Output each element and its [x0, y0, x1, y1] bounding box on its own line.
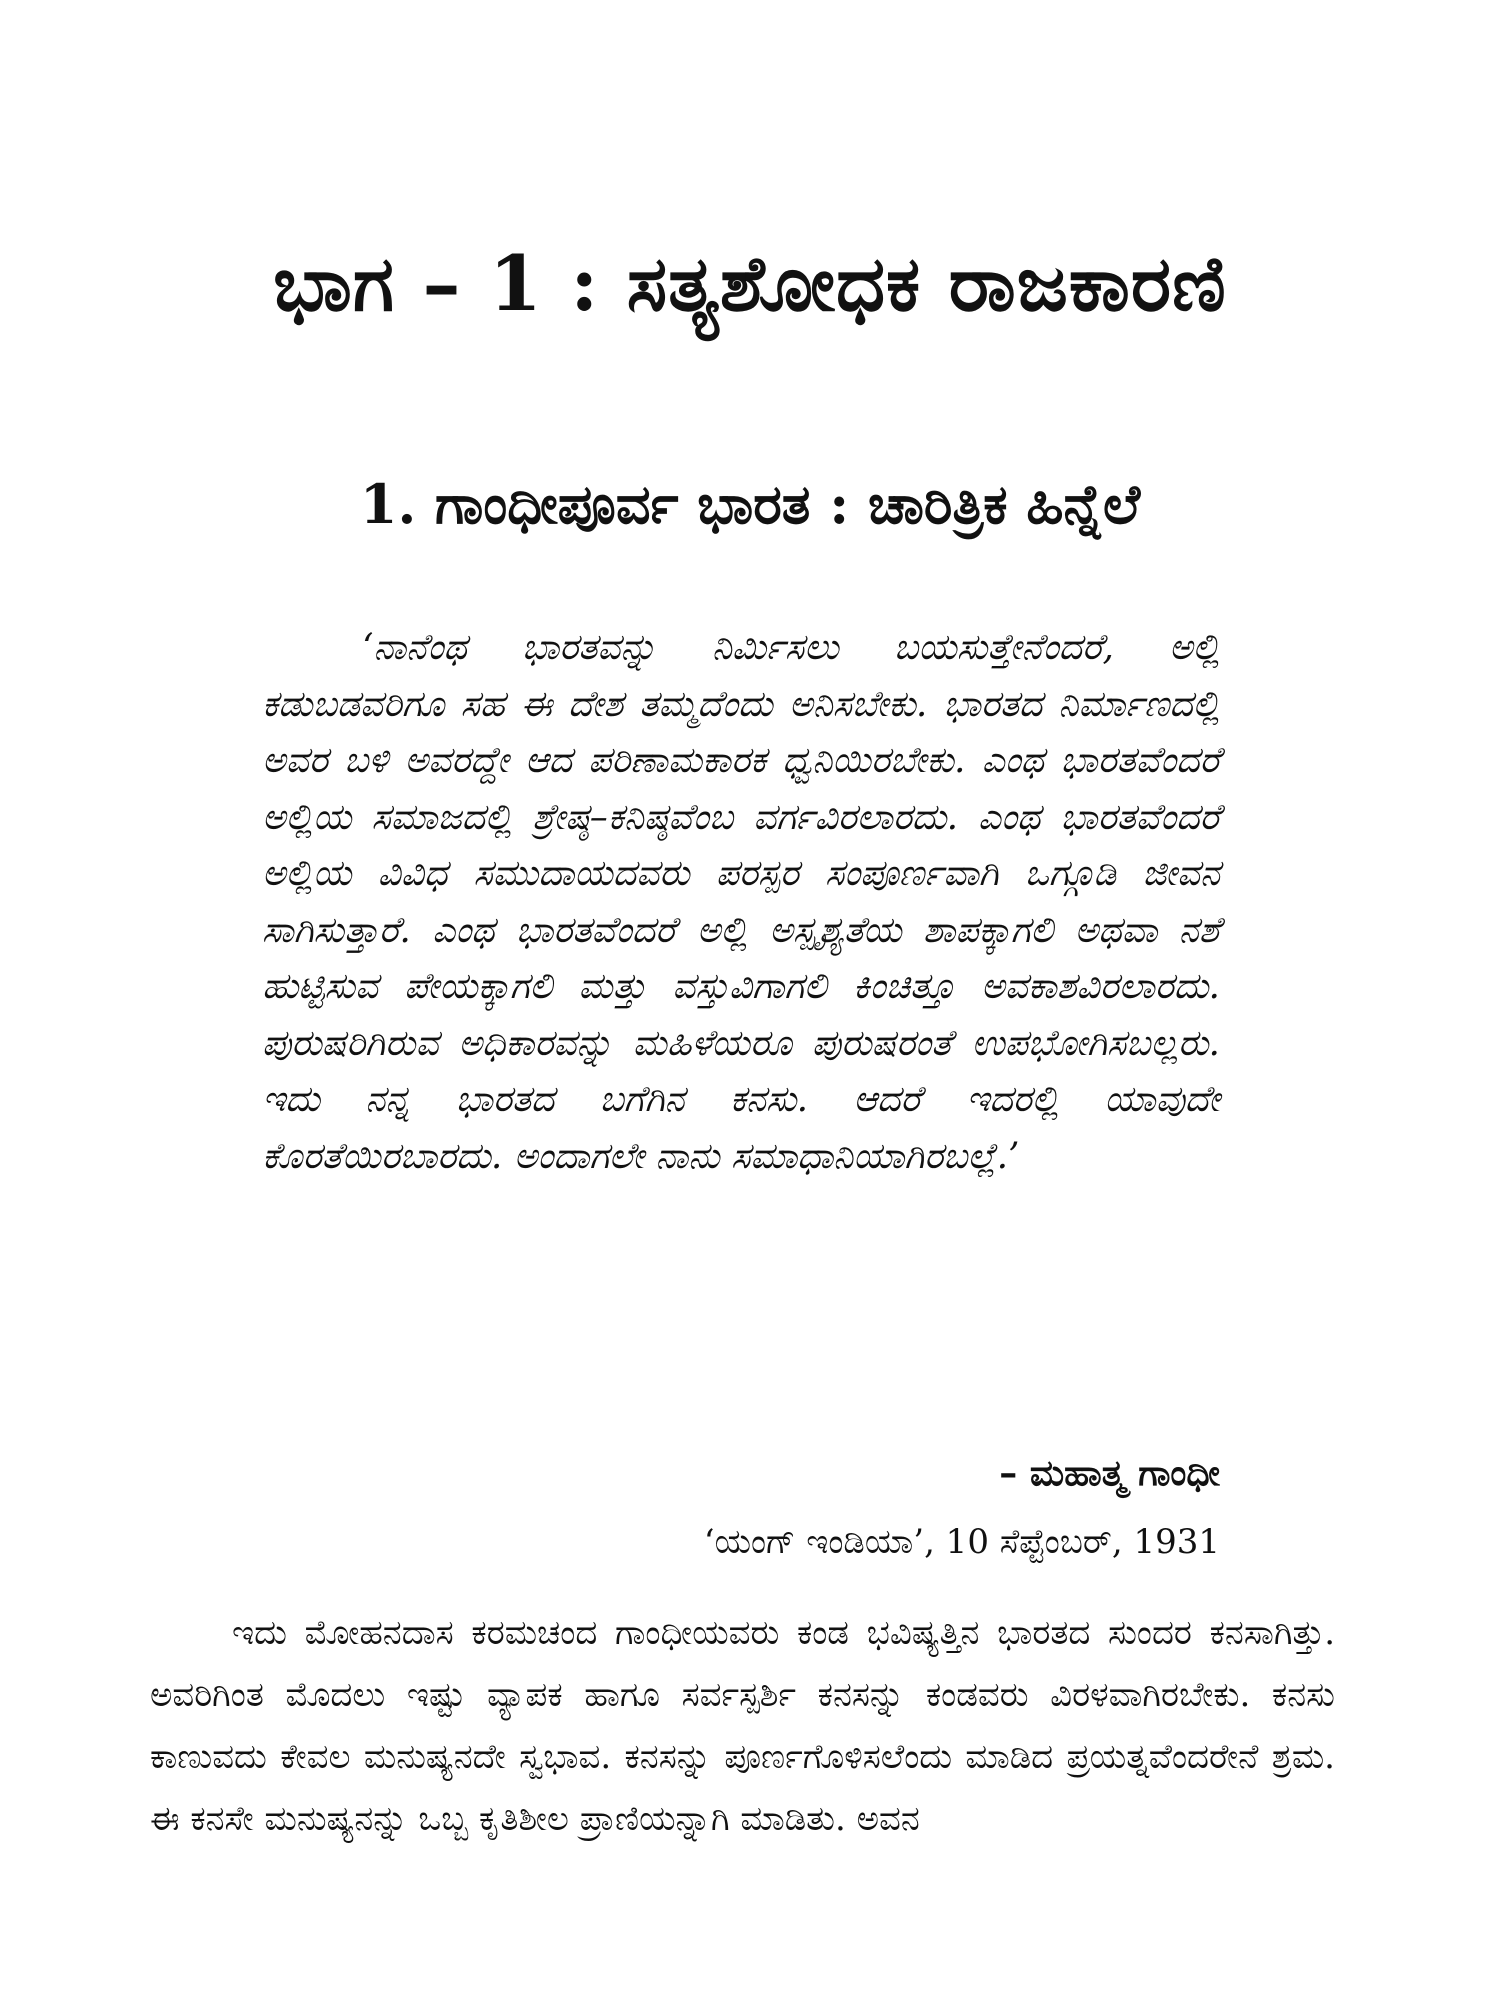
quote-attribution: – ಮಹಾತ್ಮ ಗಾಂಧೀ [999, 1452, 1220, 1494]
part-title: ಭಾಗ – 1 : ಸತ್ಯಶೋಧಕ ರಾಜಕಾರಣಿ [273, 239, 1227, 328]
epigraph-quote: ‘ನಾನೆಂಥ ಭಾರತವನ್ನು ನಿರ್ಮಿಸಲು ಬಯಸುತ್ತೇನೆಂದರೆ, ಅಲ್ಲಿ ಕಡುಬಡವರಿಗೂ ಸಹ ಈ ದೇಶ ತಮ್ಮದೆಂದು ಅನಿಸಬೇಕು. ಭಾರತದ ನಿರ್ಮಾಣದಲ್ಲಿ ಅವರ ಬಳಿ ಅವರದ್ದೇ ಆದ ಪರಿಣಾಮಕಾರಕ ಧ್ವನಿಯಿರಬೇಕು. ಎಂಥ ಭಾರತವೆಂದರೆ ಅಲ್ಲಿಯ ಸಮಾಜದಲ್ಲಿ ಶ್ರೇಷ್ಠ–ಕನಿಷ್ಠವೆಂಬ ವರ್ಗವಿರಲಾರದು. ಎಂಥ ಭಾರತವೆಂದರೆ ಅಲ್ಲಿಯ ವಿವಿಧ ಸಮುದಾಯದವರು ಪರಸ್ಪರ ಸಂಪೂರ್ಣವಾಗಿ ಒಗ್ಗೂಡಿ ಜೀವನ ಸಾಗಿಸುತ್ತಾರೆ. ಎಂಥ ಭಾರತವೆಂದರೆ ಅಲ್ಲಿ ಅಸ್ಪೃಶ್ಯತೆಯ ಶಾಪಕ್ಕಾಗಲಿ ಅಥವಾ ನಶೆ ಹುಟ್ಟಿಸುವ ಪೇಯಕ್ಕಾಗಲಿ ಮತ್ತು ವಸ್ತುವಿಗಾಗಲಿ ಕಿಂಚಿತ್ತೂ ಅವಕಾಶವಿರಲಾರದು. ಪುರುಷರಿಗಿರುವ ಅಧಿಕಾರವನ್ನು ಮಹಿಳೆಯರೂ ಪುರುಷರಂತೆ ಉಪಭೋಗಿಸಬಲ್ಲರು. ಇದು ನನ್ನ ಭಾರತದ ಬಗೆಗಿನ ಕನಸು. ಆದರೆ ಇದರಲ್ಲಿ ಯಾವುದೇ ಕೊರತೆಯಿರಬಾರದು. ಅಂದಾಗಲೇ ನಾನು ಸಮಾಧಾನಿಯಾಗಿರಬಲ್ಲೆ.’ [262, 627, 1220, 1177]
quote-source: ‘ಯಂಗ್ ಇಂಡಿಯಾ’, 10 ಸೆಪ್ಟೆಂಬರ್, 1931 [703, 1522, 1220, 1562]
body-paragraph: ಇದು ಮೋಹನದಾಸ ಕರಮಚಂದ ಗಾಂಧೀಯವರು ಕಂಡ ಭವಿಷ್ಯತ್ತಿನ ಭಾರತದ ಸುಂದರ ಕನಸಾಗಿತ್ತು. ಅವರಿಗಿಂತ ಮೊದಲು ಇಷ್ಟು ವ್ಯಾಪಕ ಹಾಗೂ ಸರ್ವಸ್ಪರ್ಶಿ ಕನಸನ್ನು ಕಂಡವರು ವಿರಳವಾಗಿರಬೇಕು. ಕನಸು ಕಾಣುವದು ಕೇವಲ ಮನುಷ್ಯನದೇ ಸ್ವಭಾವ. ಕನಸನ್ನು ಪೂರ್ಣಗೊಳಿಸಲೆಂದು ಮಾಡಿದ ಪ್ರಯತ್ನವೆಂದರೇನೆ ಶ್ರಮ. ಈ ಕನಸೇ ಮನುಷ್ಯನನ್ನು ಒಬ್ಬ ಕೃತಿಶೀಲ ಪ್ರಾಣಿಯನ್ನಾಗಿ ಮಾಡಿತು. ಅವನ [150, 1613, 1335, 1839]
chapter-title: 1. ಗಾಂಧೀಪೂರ್ವ ಭಾರತ : ಚಾರಿತ್ರಿಕ ಹಿನ್ನೆಲೆ [359, 472, 1141, 536]
